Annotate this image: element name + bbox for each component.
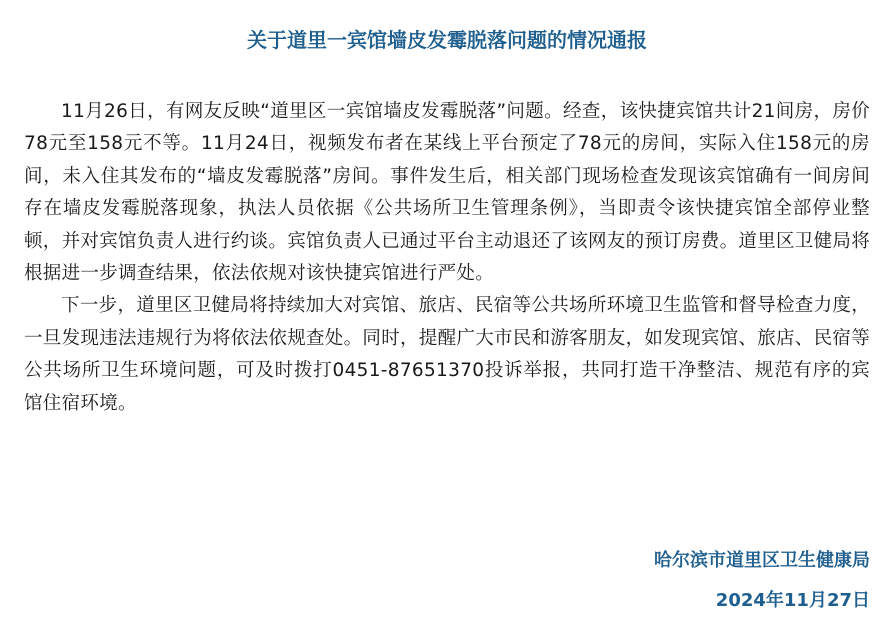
issue-date: 2024年11月27日 [715,590,870,611]
issuing-organization: 哈尔滨市道里区卫生健康局 [654,550,870,571]
signature-block [654,546,870,616]
notice-body [24,96,870,420]
notice-title: 关于道里一宾馆墙皮发霉脱落问题的情况通报 [247,28,647,52]
paragraph-incident: 11月26日，有网友反映“道里区一宾馆墙皮发霉脱落”问题。经查，该快捷宾馆共计21间房，房价78元至158元不等。11月24日，视频发布者在某线上平台预定了78元的房间，实际入住158元的房间，未入住其发布的“墙皮发霉脱落”房间。事件发生后，相关部门现场检查发现该宾馆确有一间房间存在墙皮发霉脱落现象，执法人员依据《公共场所卫生管理条例》，当即责令该快捷宾馆全部停业整顿，并对宾馆负责人进行约谈。宾馆负责人已通过平台主动退还了该网友的预订房费。道里区卫健局将根据进一步调查结果，依法依规对该快捷宾馆进行严处。 [24,101,871,285]
paragraph-next-steps: 下一步，道里区卫健局将持续加大对宾馆、旅店、民宿等公共场所环境卫生监管和督导检查力度，一旦发现违法违规行为将依法依规查处。同时，提醒广大市民和游客朋友，如发现宾馆、旅店、民宿等公共场所卫生环境问题，可及时拨打0451-87651370投诉举报，共同打造干净整洁、规范有序的宾馆住宿环境。 [24,295,871,414]
